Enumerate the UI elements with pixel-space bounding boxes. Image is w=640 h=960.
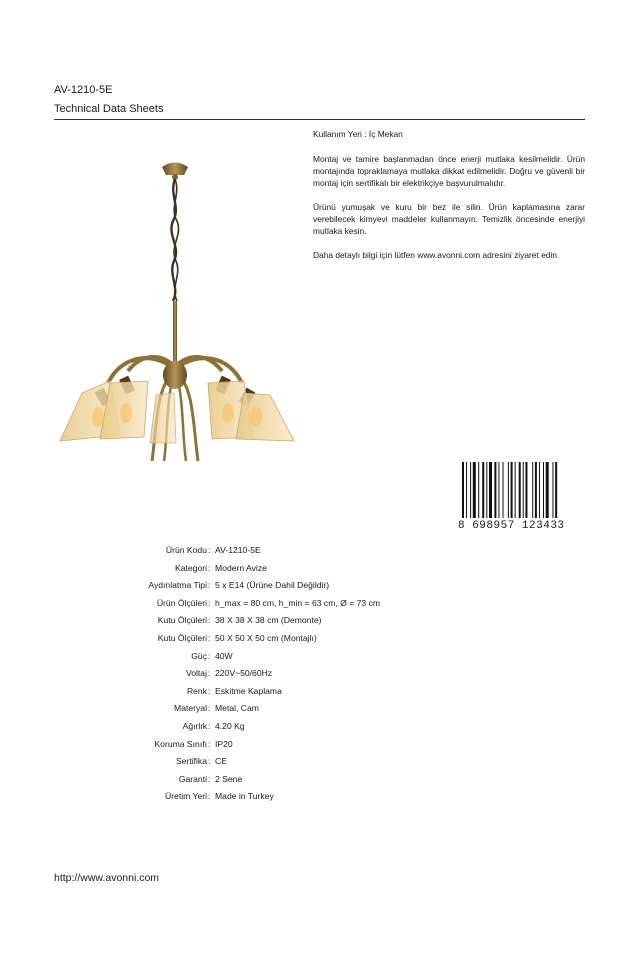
spec-row xyxy=(0,703,640,715)
spec-row xyxy=(0,615,640,627)
spec-value: 5 x E14 (Ürüne Dahil Değildir) xyxy=(215,580,330,591)
spec-value: Eskitme Kaplama xyxy=(215,685,282,696)
barcode-bar xyxy=(478,462,479,518)
safety-note: Montaj ve tamire başlanmadan önce enerji mutlaka kesilmelidir. Ürün montajında topraklamaya mutlaka dikkat edilmelidir. Doğru ve güvenli bir montaj için sertifikalı bir elektrikçiye başvurulmalıdır. xyxy=(313,154,585,188)
barcode-bar xyxy=(470,462,471,518)
spec-value: Modern Avize xyxy=(215,562,267,573)
barcode-bar xyxy=(511,462,513,518)
spec-value: Made in Turkey xyxy=(215,791,274,802)
barcode-bar xyxy=(473,462,476,518)
spec-value: 50 X 50 X 50 cm (Montajlı) xyxy=(215,633,317,643)
header-divider xyxy=(54,119,585,120)
barcode-bar xyxy=(503,462,504,518)
spec-label: Materyal xyxy=(174,703,207,714)
spec-label: Üretim Yeri xyxy=(164,791,207,802)
spec-value: Metal, Cam xyxy=(215,703,259,714)
spec-separator: : xyxy=(208,633,211,643)
barcode-bar xyxy=(508,462,509,518)
spec-label: Renk xyxy=(186,685,207,696)
spec-label: Garanti xyxy=(178,773,207,784)
barcode-bar xyxy=(543,462,544,518)
spec-separator: : xyxy=(208,668,211,679)
spec-separator: : xyxy=(208,773,211,784)
barcode-bar xyxy=(515,462,516,518)
spec-row xyxy=(0,580,640,592)
spec-value: h_max = 80 cm, h_min = 63 cm, Ø = 73 cm xyxy=(215,597,381,608)
spec-separator: : xyxy=(208,756,211,767)
spec-row xyxy=(0,633,640,645)
spec-value: 4.20 Kg xyxy=(215,721,245,731)
barcode-bar xyxy=(525,462,527,518)
spec-label: Ürün Kodu xyxy=(165,545,207,555)
spec-value: IP20 xyxy=(215,738,233,749)
spec-value: 38 X 38 X 38 cm (Demonte) xyxy=(215,615,322,626)
spec-row xyxy=(0,756,640,768)
spec-separator: : xyxy=(208,597,211,608)
spec-label: Voltaj xyxy=(185,668,207,679)
spec-row xyxy=(0,721,640,733)
spec-separator: : xyxy=(208,738,211,749)
barcode-bar xyxy=(498,462,499,518)
spec-value: AV-1210-5E xyxy=(215,545,261,555)
barcode-bar xyxy=(523,462,524,518)
barcode-bar xyxy=(494,462,496,518)
spec-row xyxy=(0,545,640,557)
barcode-bar xyxy=(486,462,487,518)
spec-label: Ürün Ölçüleri xyxy=(156,597,207,608)
barcode-bar xyxy=(532,462,533,518)
spec-label: Ağırlık xyxy=(182,721,207,731)
barcode-number: 8 698957 123433 xyxy=(458,520,565,532)
usage-info xyxy=(313,128,585,273)
spec-separator: : xyxy=(208,650,211,661)
spec-row xyxy=(0,774,640,786)
spec-label: Kategori xyxy=(174,562,207,573)
spec-separator: : xyxy=(208,721,211,731)
website-note: Daha detaylı bilgi için lütfen www.avonni.com adresini ziyaret edin. xyxy=(313,250,560,260)
website-link[interactable]: http://www.avonni.com xyxy=(54,872,160,884)
barcode-bar xyxy=(546,462,549,518)
spec-label: Kutu Ölçüleri xyxy=(157,633,207,643)
spec-row xyxy=(0,739,640,751)
product-code-title: AV-1210-5E xyxy=(54,84,113,96)
spec-value: CE xyxy=(215,756,227,767)
spec-row xyxy=(0,598,640,610)
barcode-bar xyxy=(552,462,553,518)
spec-row xyxy=(0,668,640,680)
spec-separator: : xyxy=(208,703,211,714)
spec-label: Kutu Ölçüleri xyxy=(157,615,207,626)
spec-label: Aydınlatma Tipi xyxy=(148,580,207,591)
spec-row xyxy=(0,651,640,663)
barcode-bar xyxy=(466,462,467,518)
spec-value: 40W xyxy=(215,650,233,661)
barcode-bar xyxy=(535,462,537,518)
spec-value: 220V~50/60Hz xyxy=(215,668,273,679)
document-subtitle: Technical Data Sheets xyxy=(54,103,164,115)
spec-label: Güç xyxy=(191,650,207,661)
spec-row xyxy=(0,791,640,803)
spec-separator: : xyxy=(208,791,211,802)
spec-separator: : xyxy=(208,545,211,555)
barcode-bar xyxy=(489,462,492,518)
spec-separator: : xyxy=(208,580,211,591)
usage-location: Kullanım Yeri : İç Mekan xyxy=(313,129,403,139)
barcode-bar xyxy=(519,462,521,518)
spec-separator: : xyxy=(208,685,211,696)
spec-label: Koruma Sınıfı xyxy=(154,738,207,749)
barcode-bar xyxy=(555,462,557,518)
barcode-bar xyxy=(539,462,540,518)
spec-separator: : xyxy=(208,615,211,626)
cleaning-note: Ürünü yumuşak ve kuru bir bez ile silin. Ürün kaplamasına zarar verebilecek kimyevi maddeler kullanmayın. Temizlik öncesinde enerjiyi mutlaka kesin. xyxy=(313,202,585,236)
spec-value: 2 Sene xyxy=(215,773,243,784)
spec-label: Sertifika xyxy=(175,756,207,767)
spec-row xyxy=(0,563,640,575)
barcode xyxy=(458,462,586,534)
barcode-bar xyxy=(462,462,464,518)
barcode-bar xyxy=(482,462,484,518)
chandelier-image xyxy=(52,155,302,475)
spec-separator: : xyxy=(208,562,211,573)
barcode-bars xyxy=(458,462,586,522)
spec-row xyxy=(0,686,640,698)
